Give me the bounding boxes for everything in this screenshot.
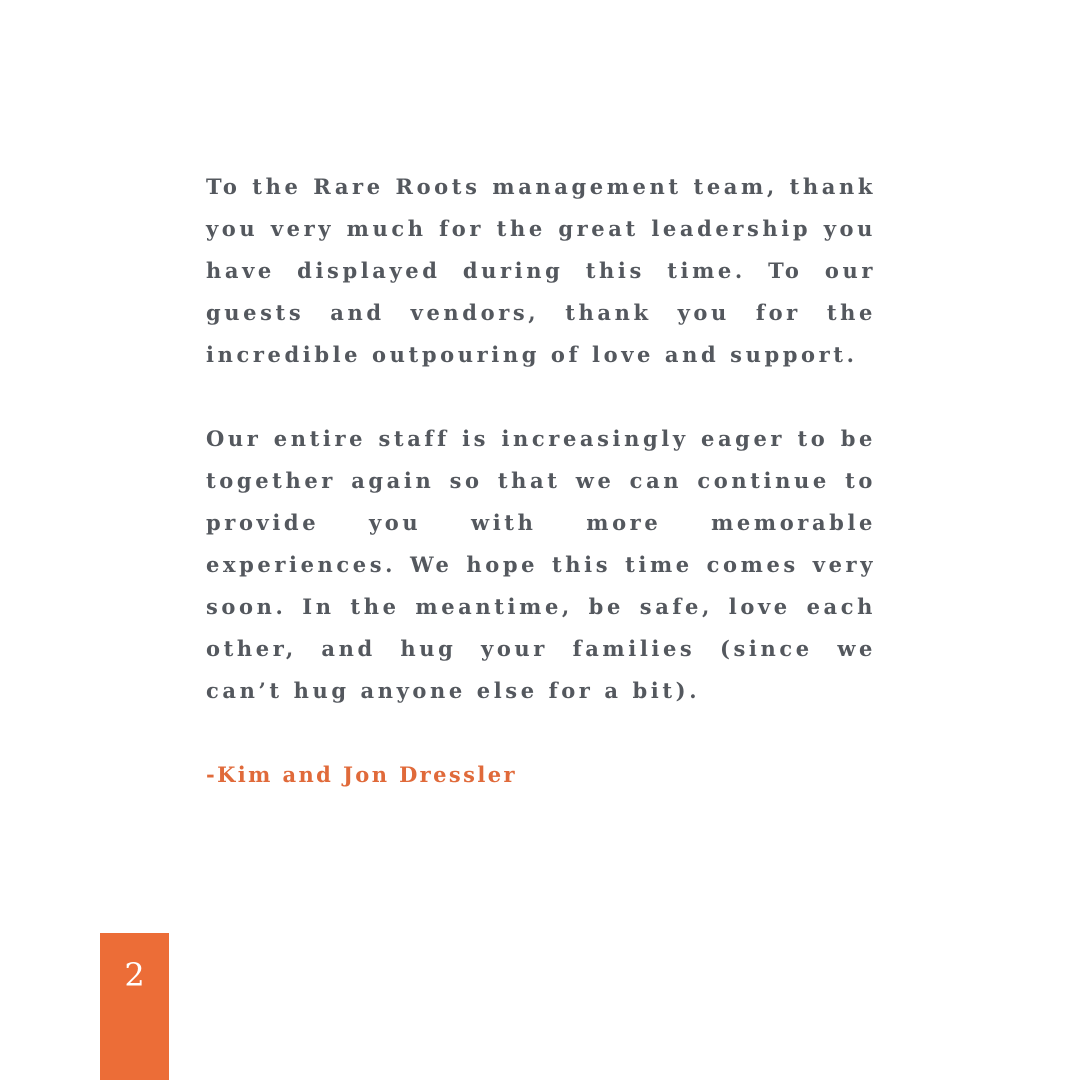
letter-paragraph-1: To the Rare Roots management team, thank you very much for the great leadership you have displayed during this time. To our guests and vendors, thank you for the incredible outpouring of love and support. [206,174,876,367]
letter-paragraph-2: Our entire staff is increasingly eager to be together again so that we can continue to provide you with more memorable experiences. We hope this time comes very soon. In the meantime, be safe, love each other, and hug your families (since we can’t hug anyone else for a bit). [206,426,876,703]
page-number: 2 [124,956,145,994]
signature: -Kim and Jon Dressler [206,762,517,787]
letter-body [206,166,876,796]
page-number-tab [100,933,169,1080]
